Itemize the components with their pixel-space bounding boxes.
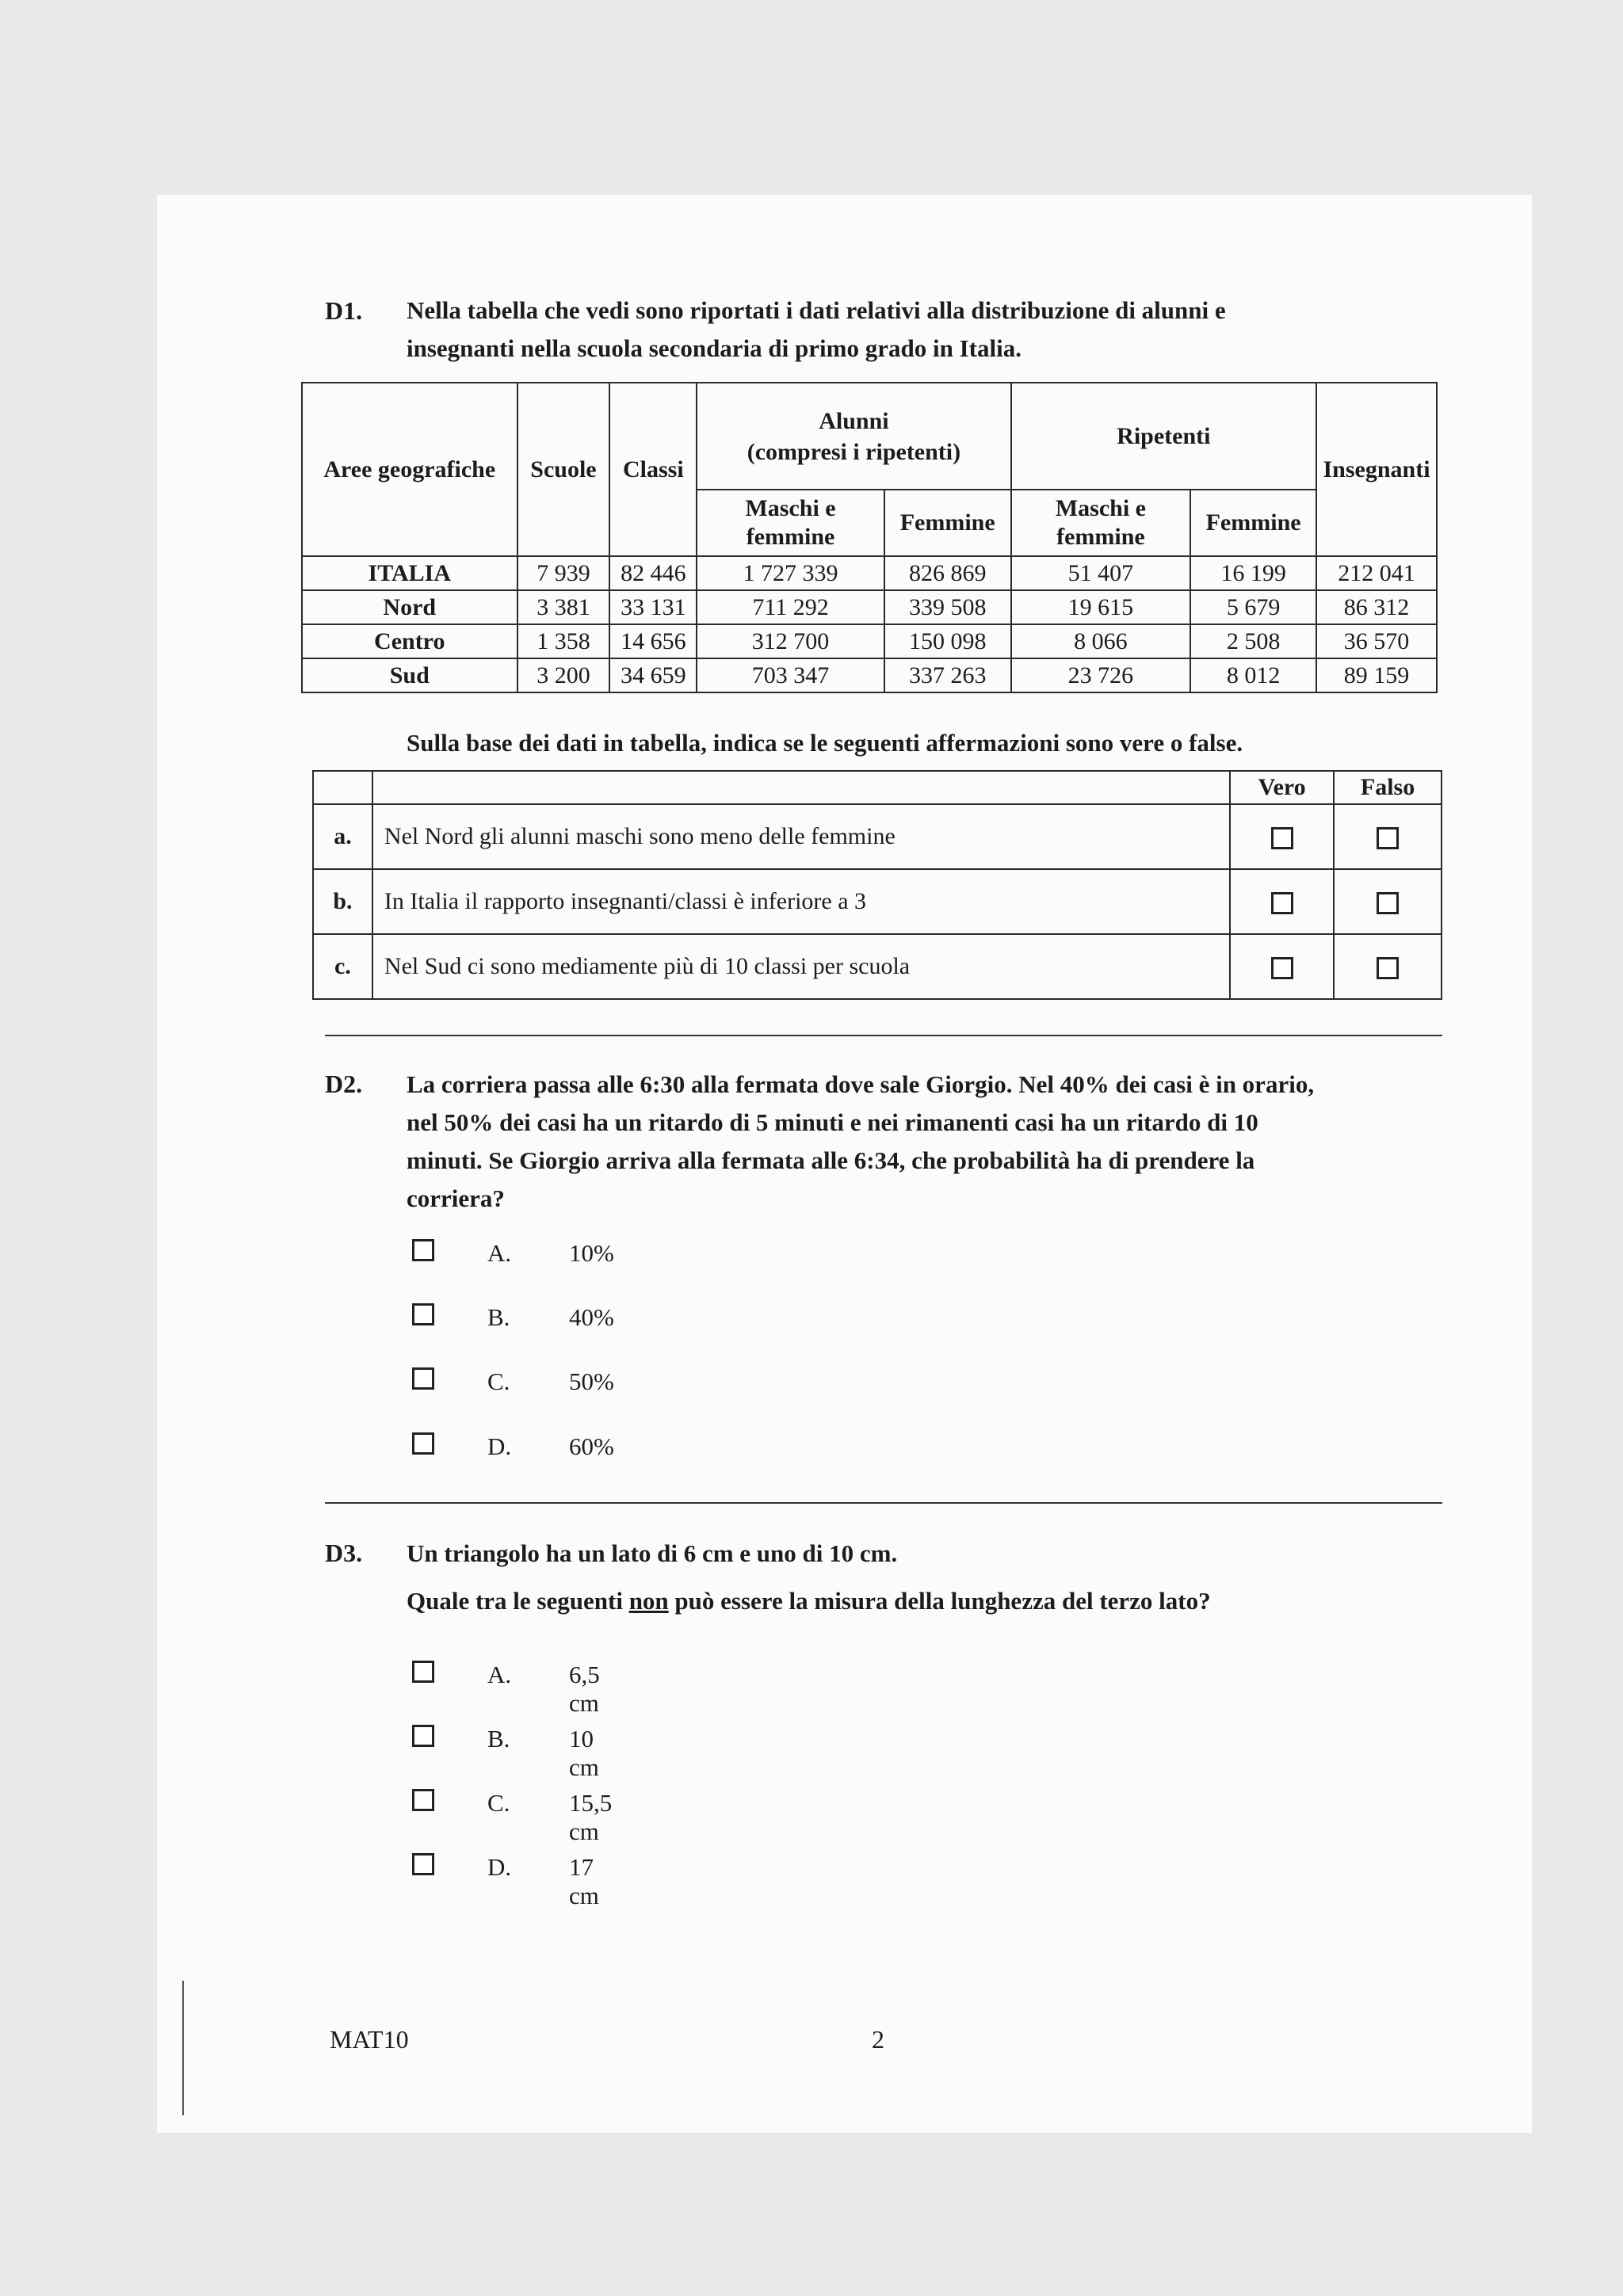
option-checkbox[interactable]	[412, 1725, 434, 1747]
data-table	[301, 382, 1438, 693]
question-d2-label: D2.	[325, 1070, 363, 1098]
table-row: Sud 3 200 34 659 703 347 337 263 23 726 8 012 89 159	[302, 658, 1437, 692]
header-ripetenti-f: Femmine	[1190, 490, 1316, 556]
d1-instruction: Sulla base dei dati in tabella, indica se le seguenti affermazioni sono vere o false.	[407, 729, 1243, 757]
header-ripetenti: Ripetenti	[1011, 383, 1316, 490]
falso-checkbox[interactable]	[1377, 827, 1399, 849]
header-alunni-mf: Maschi e femmine	[697, 490, 884, 556]
option-checkbox[interactable]	[412, 1853, 434, 1875]
header-insegnanti: Insegnanti	[1316, 383, 1437, 556]
section-divider	[325, 1502, 1442, 1504]
page-number: 2	[872, 2025, 884, 2054]
header-alunni: Alunni (compresi i ripetenti)	[697, 383, 1010, 490]
header-alunni-f: Femmine	[884, 490, 1011, 556]
scan-edge	[182, 1981, 184, 2115]
falso-checkbox[interactable]	[1377, 957, 1399, 979]
statement-row: a. Nel Nord gli alunni maschi sono meno delle femmine	[313, 804, 1442, 869]
option-checkbox[interactable]	[412, 1367, 434, 1390]
statements-table	[312, 770, 1442, 1000]
header-falso: Falso	[1334, 771, 1442, 804]
question-d2-text: La corriera passa alle 6:30 alla fermata dove sale Giorgio. Nel 40% dei casi è in orario, nel 50% dei casi ha un ritardo di 5 minuti e nei rimanenti casi ha un ritardo di 10 minuti. Se Giorgio arriva alla fermata alle 6:34, che probabilità ha di prendere la corriera?	[407, 1070, 1315, 1212]
header-aree: Aree geografiche	[302, 383, 517, 556]
section-divider	[325, 1035, 1442, 1036]
table-row: Centro 1 358 14 656 312 700 150 098 8 066 2 508 36 570	[302, 624, 1437, 658]
question-d1-label: D1.	[325, 296, 363, 325]
question-d1-line1: Nella tabella che vedi sono riportati i dati relativi alla distribuzione di alunni e	[407, 296, 1226, 324]
vero-checkbox[interactable]	[1271, 957, 1293, 979]
question-d1-line2: insegnanti nella scuola secondaria di primo grado in Italia.	[407, 334, 1022, 362]
footer-code: MAT10	[330, 2025, 409, 2054]
question-d1-text	[407, 292, 1437, 368]
option-checkbox[interactable]	[412, 1303, 434, 1325]
falso-checkbox[interactable]	[1377, 892, 1399, 914]
header-classi: Classi	[609, 383, 697, 556]
question-d3-label: D3.	[325, 1539, 363, 1567]
vero-checkbox[interactable]	[1271, 827, 1293, 849]
question-d3-text: Un triangolo ha un lato di 6 cm e uno di 10 cm. Quale tra le seguenti non può essere la misura della lunghezza del terzo lato?	[407, 1539, 1211, 1615]
table-row: Nord 3 381 33 131 711 292 339 508 19 615 5 679 86 312	[302, 590, 1437, 624]
option-checkbox[interactable]	[412, 1789, 434, 1811]
table-row: ITALIA 7 939 82 446 1 727 339 826 869 51 407 16 199 212 041	[302, 556, 1437, 590]
option-checkbox[interactable]	[412, 1239, 434, 1261]
option-checkbox[interactable]	[412, 1661, 434, 1683]
header-ripetenti-mf: Maschi e femmine	[1011, 490, 1191, 556]
statement-row: b. In Italia il rapporto insegnanti/classi è inferiore a 3	[313, 869, 1442, 934]
header-scuole: Scuole	[517, 383, 610, 556]
underlined-non: non	[628, 1587, 669, 1615]
option-checkbox[interactable]	[412, 1432, 434, 1455]
header-vero: Vero	[1230, 771, 1334, 804]
vero-checkbox[interactable]	[1271, 892, 1293, 914]
statement-row: c. Nel Sud ci sono mediamente più di 10 classi per scuola	[313, 934, 1442, 999]
